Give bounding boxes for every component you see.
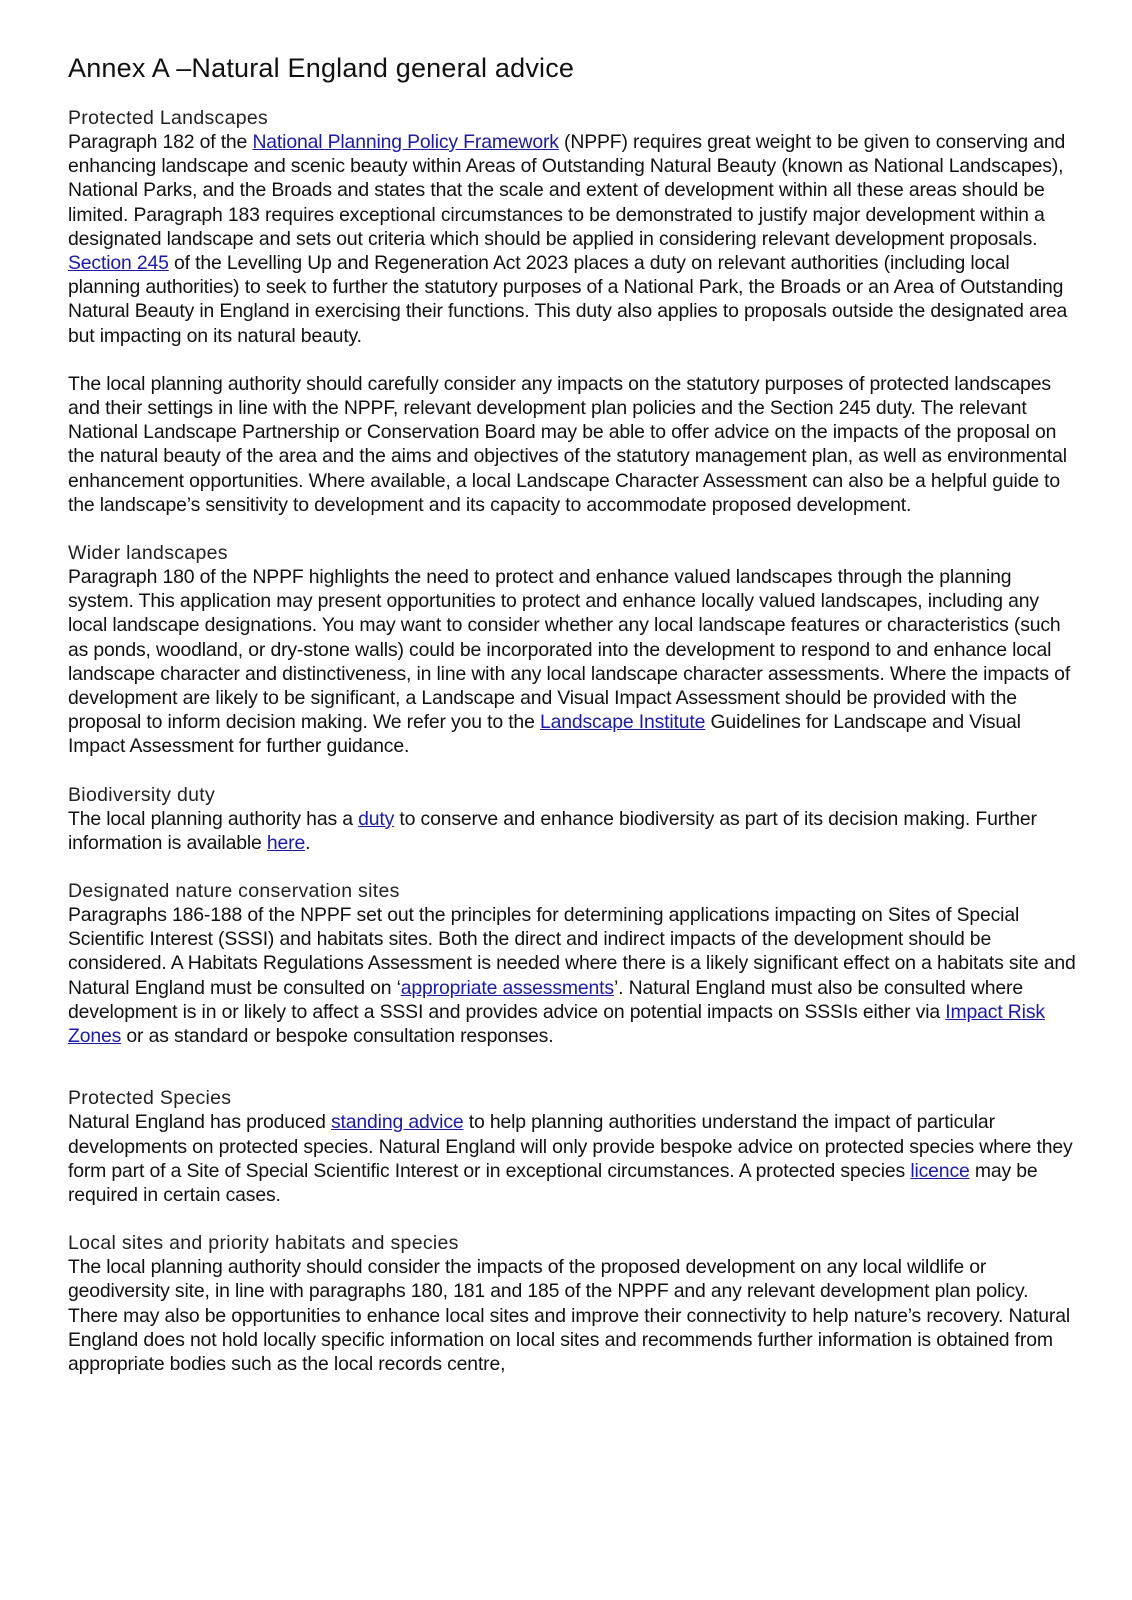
spacer: [68, 517, 1078, 541]
paragraph-text: Natural England has produced: [68, 1111, 331, 1134]
section-heading: Protected Landscapes: [68, 107, 269, 129]
here-link[interactable]: here: [266, 831, 306, 854]
appropriate-assessments-link[interactable]: appropriate assessments: [400, 976, 614, 999]
paragraph: The local planning authority should consider the impacts of the proposed development on any local wildlife or geodiversity site, in line with paragraphs 180, 181 and 185 of the NPPF and any relevant development plan policy. There may also be opportunities to enhance local sites and improve their connectivity to help nature’s recovery. Natural England does not hold locally specific information on local sites and recommends further information is obtained from appropriate bodies such as the local records centre,: [68, 1256, 1070, 1375]
section-heading: Biodiversity duty: [68, 783, 216, 806]
section-designated-sites: [68, 879, 1078, 1048]
document-page: [68, 52, 1078, 1376]
nppf-link[interactable]: National Planning Policy Framework: [252, 131, 559, 153]
paragraph-text: may be required in certain cases.: [68, 1159, 1038, 1206]
paragraph-text: to conserve and enhance biodiversity as part of its decision making. Further information is available: [68, 807, 1037, 854]
section-245-link[interactable]: Section 245: [68, 252, 169, 275]
landscape-institute-link[interactable]: Landscape Institute: [539, 711, 706, 734]
paragraph: [68, 130, 1078, 348]
paragraph-text: The local planning authority has a: [68, 807, 359, 830]
section-heading: Local sites and priority habitats and species: [68, 1232, 459, 1255]
section-wider-landscapes: [68, 541, 1078, 759]
paragraph: [68, 903, 1078, 1048]
paragraph: [68, 565, 1078, 759]
section-local-sites: [68, 1231, 1078, 1376]
licence-link[interactable]: licence: [910, 1159, 970, 1182]
standing-advice-link[interactable]: standing advice: [331, 1111, 464, 1134]
section-protected-species: [68, 1086, 1078, 1207]
paragraph-text: ’. Natural England must also be consulted where development is in or likely to affect a SSSI and provides advice on potential impacts on SSSIs either via: [68, 976, 1023, 1023]
section-heading: Designated nature conservation sites: [68, 880, 400, 903]
duty-link[interactable]: duty: [358, 807, 395, 830]
impact-risk-zones-link[interactable]: Impact Risk Zones: [68, 1000, 1045, 1048]
section-protected-landscapes: [68, 106, 1078, 517]
paragraph-text: Guidelines for Landscape and Visual Impact Assessment for further guidance.: [68, 711, 1021, 758]
paragraph: The local planning authority should carefully consider any impacts on the statutory purposes of protected landscapes and their settings in line with the NPPF, relevant development plan policies and the Section 245 duty. The relevant National Landscape Partnership or Conservation Board may be able to offer advice on the impacts of the proposal on the natural beauty of the area and the aims and objectives of the statutory management plan, as well as environmental enhancement opportunities. Where available, a local Landscape Character Assessment can also be a helpful guide to the landscape’s sensitivity to development and its capacity to accommodate proposed development.: [68, 372, 1067, 516]
paragraph-text: Paragraph 182 of the: [68, 131, 253, 153]
spacer: [68, 1207, 1078, 1231]
paragraph-text: to help planning authorities understand the impact of particular developments on protected species. Natural England will only provide bespoke advice on protected species where they form part of a Site of Special Scientific Interest or in exceptional circumstances. A protected species: [68, 1111, 1073, 1182]
paragraph-text: of the Levelling Up and Regeneration Act 2023 places a duty on relevant authorities (including local planning authorities) to seek to further the statutory purposes of a National Park, the Broads or an Area of Outstanding Natural Beauty in England in exercising their functions. This duty also applies to proposals outside the designated area but impacting on its natural beauty.: [68, 252, 1068, 347]
spacer: [68, 759, 1078, 783]
section-biodiversity-duty: [68, 783, 1078, 855]
paragraph: [68, 807, 1078, 855]
paragraph-text: .: [305, 831, 311, 854]
spacer: [68, 1048, 1078, 1086]
paragraph-text: Paragraphs 186-188 of the NPPF set out the principles for determining applications impacting on Sites of Special Scientific Interest (SSSI) and habitats sites. Both the direct and indirect impacts of the development should be considered. A Habitats Regulations Assessment is needed where there is a likely significant effect on a habitats site and Natural England must be consulted on ‘: [68, 904, 1076, 999]
section-heading: Wider landscapes: [68, 542, 228, 565]
paragraph: [68, 1110, 1078, 1207]
paragraph-text: Paragraph 180 of the NPPF highlights the need to protect and enhance valued landscapes through the planning system. This application may present opportunities to protect and enhance locally valued landscapes, including any local landscape designations. You may want to consider whether any local landscape features or characteristics (such as ponds, woodland, or dry-stone walls) could be incorporated into the development to respond to and enhance local landscape character and distinctiveness, in line with any local landscape character assessments. Where the impacts of development are likely to be significant, a Landscape and Visual Impact Assessment should be provided with the proposal to inform decision making. We refer you to the: [68, 566, 1071, 734]
paragraph-text: (NPPF) requires great weight to be given to conserving and enhancing landscape and scenic beauty within Areas of Outstanding Natural Beauty (known as National Landscapes), National Parks, and the Broads and states that the scale and extent of development within all these areas should be limited. Paragraph 183 requires exceptional circumstances to be demonstrated to justify major development within a designated landscape and sets out criteria which should be applied in considering relevant development proposals.: [68, 131, 1066, 250]
paragraph-text: or as standard or bespoke consultation responses.: [121, 1025, 554, 1048]
section-heading: Protected Species: [68, 1087, 232, 1110]
spacer: [68, 855, 1078, 879]
page-title: Annex A –Natural England general advice: [68, 53, 575, 83]
